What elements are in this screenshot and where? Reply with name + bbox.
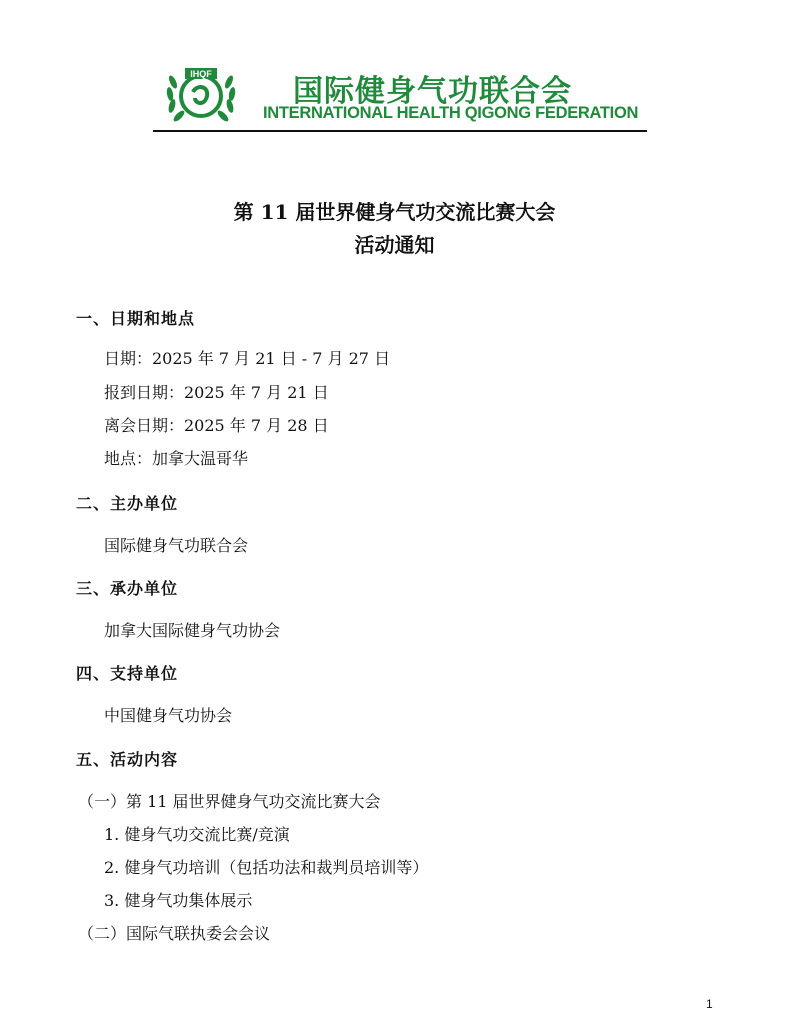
document-subtitle: 活动通知 (354, 233, 435, 257)
section-heading-host: 三、承办单位 (76, 579, 179, 598)
section-heading-organizer: 二、主办单位 (76, 494, 179, 513)
list-item: 报到日期：2025 年 7 月 21 日 (104, 383, 329, 402)
header-divider (153, 130, 647, 132)
letterhead (153, 58, 647, 132)
section-heading-support: 四、支持单位 (76, 664, 179, 683)
list-item: 地点：加拿大温哥华 (104, 449, 249, 468)
list-item: 1. 健身气功交流比赛/竞演 (104, 825, 290, 844)
list-item: 加拿大国际健身气功协会 (104, 621, 281, 640)
sub-heading: （二）国际气联执委会会议 (78, 924, 271, 943)
page-number: 1 (706, 997, 713, 1011)
list-item: 国际健身气功联合会 (104, 536, 249, 555)
org-name-cn: 国际健身气功联合会 (293, 74, 572, 109)
document-title: 第 11 届世界健身气功交流比赛大会 (233, 200, 556, 224)
section-heading-date-location: 一、日期和地点 (76, 309, 196, 328)
list-item: 日期：2025 年 7 月 21 日 - 7 月 27 日 (104, 349, 391, 368)
section-heading-activities: 五、活动内容 (76, 750, 179, 769)
list-item: 离会日期：2025 年 7 月 28 日 (104, 416, 329, 435)
list-item: 2. 健身气功培训（包括功法和裁判员培训等） (104, 858, 429, 877)
sub-heading: （一）第 11 届世界健身气功交流比赛大会 (78, 792, 381, 811)
org-name-en: INTERNATIONAL HEALTH QIGONG FEDERATION (263, 104, 639, 122)
ihqf-logo (163, 62, 239, 126)
list-item: 3. 健身气功集体展示 (104, 891, 253, 910)
logo-text: IHQF (190, 69, 212, 79)
list-item: 中国健身气功协会 (104, 706, 233, 725)
